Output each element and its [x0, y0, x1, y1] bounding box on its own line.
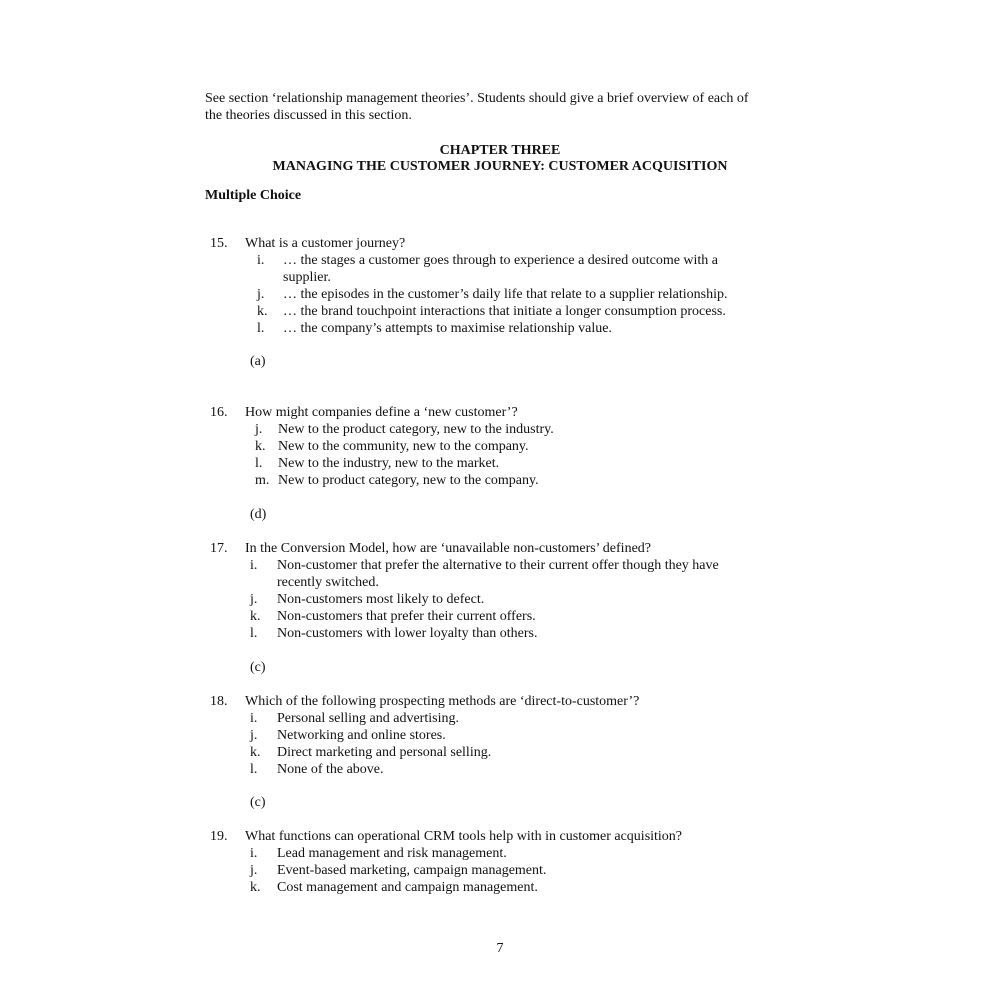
option-label: i. — [250, 846, 258, 861]
question-number: 16. — [210, 405, 228, 420]
answer-option — [205, 727, 805, 744]
option-label: k. — [250, 745, 261, 760]
question-number: 18. — [210, 694, 228, 709]
option-label: m. — [255, 473, 270, 488]
chapter-number: CHAPTER THREE — [439, 143, 561, 158]
chapter-title: MANAGING THE CUSTOMER JOURNEY: CUSTOMER ACQUISITION — [272, 159, 728, 174]
answer-option — [205, 252, 805, 286]
option-text: … the brand touchpoint interactions that initiate a longer consumption process. — [283, 304, 726, 319]
option-label: l. — [250, 762, 258, 777]
option-label: i. — [257, 253, 265, 268]
option-label: j. — [250, 592, 258, 607]
option-text: … the episodes in the customer’s daily life that relate to a supplier relationship. — [283, 287, 728, 302]
option-text: Personal selling and advertising. — [277, 711, 459, 726]
answer-option — [205, 472, 805, 489]
question-15 — [205, 235, 805, 337]
option-label: l. — [250, 626, 258, 641]
option-text: None of the above. — [277, 762, 384, 777]
option-label: j. — [250, 863, 258, 878]
answer-option — [205, 286, 805, 303]
intro-paragraph — [205, 90, 795, 124]
option-label: k. — [250, 609, 261, 624]
answer-key: (d) — [250, 507, 267, 522]
question-stem — [205, 404, 805, 421]
answer-option — [205, 744, 805, 761]
answer-option — [205, 303, 805, 320]
option-label: j. — [257, 287, 265, 302]
option-text: Networking and online stores. — [277, 728, 446, 743]
page-number: 7 — [496, 941, 504, 956]
option-text: Event-based marketing, campaign management. — [277, 863, 547, 878]
option-text: Non-customer that prefer the alternative to their current offer though they have — [277, 558, 719, 573]
answer-option — [205, 455, 805, 472]
option-text: New to product category, new to the company. — [278, 473, 539, 488]
option-label: k. — [250, 880, 261, 895]
question-number: 19. — [210, 829, 228, 844]
question-16 — [205, 404, 805, 489]
question-text: Which of the following prospecting methods are ‘direct-to-customer’? — [245, 694, 640, 709]
answer-option — [205, 845, 805, 862]
option-text: Lead management and risk management. — [277, 846, 507, 861]
question-text: How might companies define a ‘new customer’? — [245, 405, 518, 420]
option-text: recently switched. — [277, 575, 379, 590]
option-label: i. — [250, 711, 258, 726]
answer-option — [205, 761, 805, 778]
option-text: … the stages a customer goes through to experience a desired outcome with a — [283, 253, 719, 268]
answer-option — [205, 591, 805, 608]
question-text: What is a customer journey? — [245, 236, 406, 251]
option-text: Non-customers most likely to defect. — [277, 592, 485, 607]
answer-option — [205, 862, 805, 879]
answer-option — [205, 421, 805, 438]
option-text: New to the community, new to the company. — [278, 439, 529, 454]
answer-option — [205, 879, 805, 896]
question-number: 17. — [210, 541, 228, 556]
option-text: … the company’s attempts to maximise relationship value. — [283, 321, 612, 336]
option-text: Direct marketing and personal selling. — [277, 745, 492, 760]
question-text: In the Conversion Model, how are ‘unavailable non-customers’ defined? — [245, 541, 651, 556]
option-label: j. — [255, 422, 263, 437]
answer-option — [205, 710, 805, 727]
option-text: supplier. — [283, 270, 331, 285]
option-label: k. — [255, 439, 266, 454]
intro-line: See section ‘relationship management theories’. Students should give a brief overview of each of — [205, 91, 749, 106]
answer-option — [205, 557, 805, 591]
option-text: Non-customers that prefer their current offers. — [277, 609, 536, 624]
answer-key: (c) — [250, 795, 266, 810]
section-heading: Multiple Choice — [205, 188, 302, 203]
option-label: i. — [250, 558, 258, 573]
question-stem — [205, 828, 805, 845]
question-number: 15. — [210, 236, 228, 251]
question-18 — [205, 693, 805, 778]
question-stem — [205, 540, 805, 557]
answer-key: (a) — [250, 354, 266, 369]
option-text: Cost management and campaign management. — [277, 880, 538, 895]
answer-option — [205, 608, 805, 625]
question-stem — [205, 693, 805, 710]
option-text: New to the industry, new to the market. — [278, 456, 500, 471]
answer-option — [205, 320, 805, 337]
option-text: Non-customers with lower loyalty than others. — [277, 626, 538, 641]
answer-option — [205, 625, 805, 642]
option-text: New to the product category, new to the industry. — [278, 422, 554, 437]
option-label: j. — [250, 728, 258, 743]
option-label: k. — [257, 304, 268, 319]
answer-key: (c) — [250, 660, 266, 675]
option-label: l. — [257, 321, 265, 336]
answer-option — [205, 438, 805, 455]
question-19 — [205, 828, 805, 896]
question-stem — [205, 235, 805, 252]
question-text: What functions can operational CRM tools help with in customer acquisition? — [245, 829, 683, 844]
question-17 — [205, 540, 805, 642]
intro-line: the theories discussed in this section. — [205, 108, 412, 123]
option-label: l. — [255, 456, 263, 471]
